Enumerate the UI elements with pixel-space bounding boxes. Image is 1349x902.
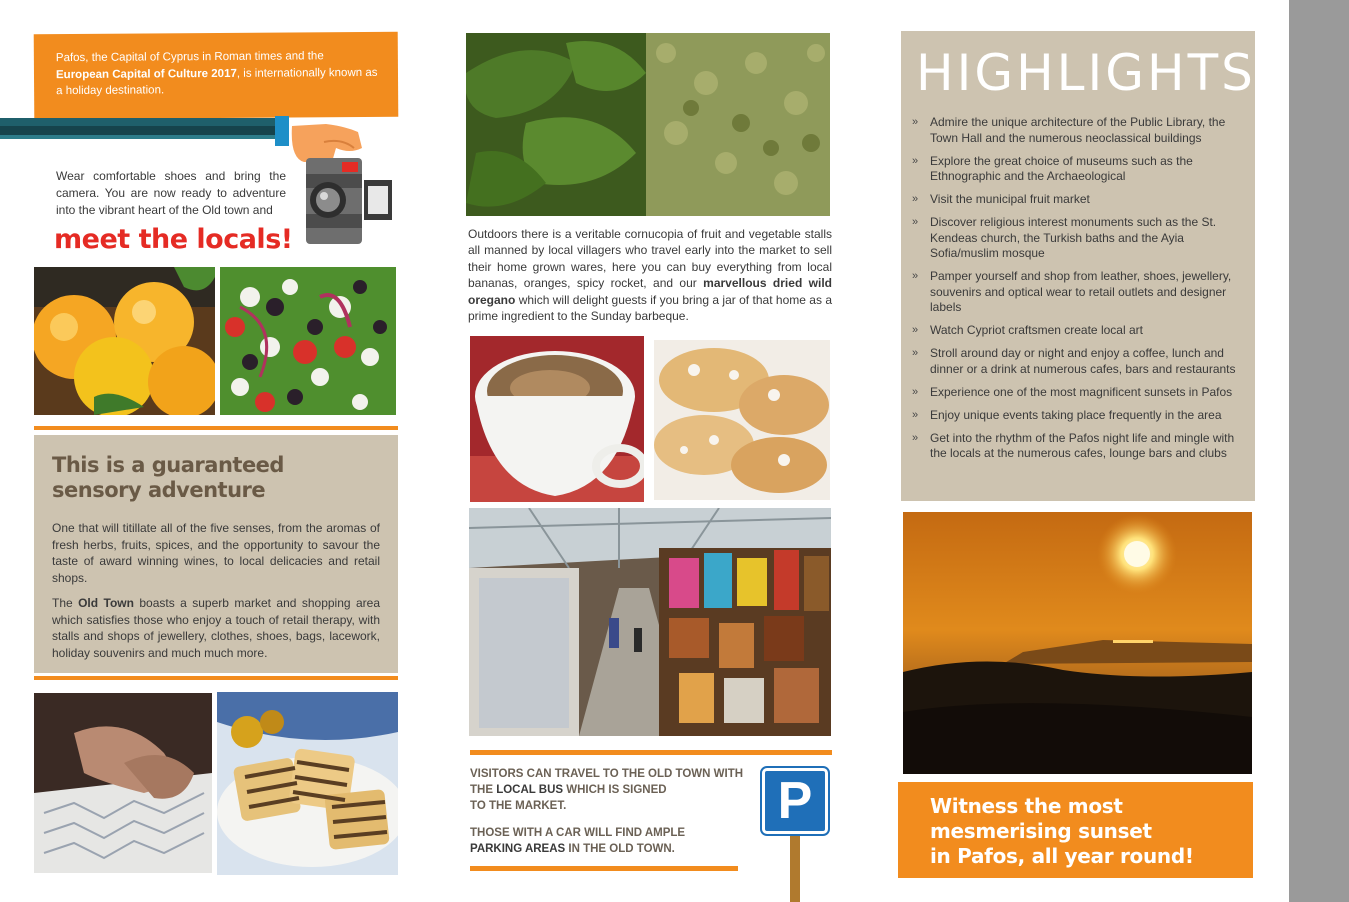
old-town-market-photo bbox=[469, 508, 831, 736]
oranges-photo bbox=[34, 267, 215, 415]
meet-the-locals-heading: meet the locals! bbox=[54, 224, 293, 255]
bus-line1: VISITORS CAN TRAVEL TO THE OLD TOWN WITH bbox=[470, 768, 744, 780]
highlight-item bbox=[912, 385, 1242, 401]
bus-line3: TO THE MARKET. bbox=[470, 800, 567, 812]
divider-line bbox=[470, 866, 738, 871]
highlight-text: Visit the municipal fruit market bbox=[930, 192, 1090, 206]
highlight-item bbox=[912, 115, 1242, 146]
sunset-line1: Witness the most bbox=[930, 794, 1123, 818]
parking-sign-pole bbox=[790, 836, 800, 902]
highlights-list bbox=[912, 115, 1242, 469]
highlight-item bbox=[912, 323, 1242, 339]
local-bus-info bbox=[470, 766, 760, 814]
highlight-text: Discover religious interest monuments such as the St. Kendeas church, the Turkish baths and the Ayia Sofia/muslim mosque bbox=[930, 215, 1217, 260]
divider-line bbox=[34, 426, 398, 430]
car-line2-rest: IN THE OLD TOWN. bbox=[565, 843, 675, 855]
halloumi-photo bbox=[217, 692, 398, 875]
old-town-prefix: The bbox=[52, 596, 79, 610]
highlight-text: Admire the unique architecture of the Public Library, the Town Hall and the numerous neoclassical buildings bbox=[930, 115, 1226, 145]
divider-line bbox=[470, 750, 832, 755]
bullet-icon: » bbox=[912, 116, 919, 128]
highlight-item bbox=[912, 192, 1242, 208]
sensory-heading-line1: This is a guaranteed bbox=[52, 453, 284, 477]
bullet-icon: » bbox=[912, 324, 919, 336]
old-town-rest: boasts a superb market and shopping area which satisfies those who enjoy a touch of retail therapy, with stalls and shops of jewellery, clothes, shoes, bags, lacework, holiday souvenirs and much much more. bbox=[52, 596, 381, 660]
highlights-title: HIGHLIGHTS bbox=[916, 44, 1256, 102]
decorative-stripe bbox=[0, 135, 275, 139]
decorative-stripe bbox=[0, 126, 285, 135]
intro-text-part1: Pafos, the Capital of Cyprus in Roman times and the bbox=[55, 50, 324, 65]
old-town-paragraph bbox=[52, 595, 380, 661]
highlight-text: Pamper yourself and shop from leather, shoes, jewellery, souvenirs and optical wear to retail outlets and designer labels bbox=[930, 269, 1232, 314]
market-paragraph bbox=[468, 226, 832, 324]
old-town-bold: Old Town bbox=[78, 596, 134, 610]
intro-text-part2: , is internationally known as a holiday destination. bbox=[56, 66, 378, 98]
bus-line2 bbox=[470, 782, 760, 798]
bullet-icon: » bbox=[912, 154, 919, 167]
market-text-bold: marvellous dried wild oregano bbox=[468, 276, 832, 307]
bullet-icon: » bbox=[912, 216, 919, 228]
highlight-text: Experience one of the most magnificent sunsets in Pafos bbox=[930, 384, 1233, 399]
intro-banner bbox=[34, 32, 399, 120]
intro-text-bold: European Capital of Culture 2017 bbox=[55, 67, 237, 81]
sunset-banner bbox=[898, 782, 1253, 878]
bullet-icon: » bbox=[912, 270, 919, 282]
market-text-part1: Outdoors there is a veritable cornucopia of fruit and vegetable stalls all manned by local villagers who travel early into the market to sell their home grown wares, here you can buy everything from local bananas, oranges, spicy rocket, and our bbox=[468, 227, 832, 291]
pafos-sunset-photo bbox=[903, 512, 1252, 774]
intro-paragraph: Wear comfortable shoes and bring the camera. You are now ready to adventure into the vibrant heart of the Old town and bbox=[56, 169, 286, 217]
bullet-icon: » bbox=[912, 431, 919, 444]
lacework-photo bbox=[34, 693, 212, 873]
highlight-text: Explore the great choice of museums such as the Ethnographic and the Archaeological bbox=[930, 153, 1193, 183]
highlight-text: Get into the rhythm of the Pafos night life and mingle with the locals at the numerous cafes, lounge bars and clubs bbox=[930, 430, 1235, 460]
oregano-herbs-photo bbox=[466, 33, 830, 216]
highlight-text: Stroll around day or night and enjoy a coffee, lunch and dinner or a drink at numerous cafes, bars and restaurants bbox=[930, 346, 1236, 376]
sensory-heading bbox=[52, 453, 380, 503]
highlight-text: Enjoy unique events taking place frequently in the area bbox=[930, 407, 1222, 422]
highlight-item bbox=[912, 269, 1242, 316]
parking-sign-icon: P bbox=[762, 768, 828, 834]
greek-salad-photo bbox=[220, 267, 396, 415]
bus-line2-rest: WHICH IS SIGNED bbox=[563, 784, 667, 796]
highlight-item bbox=[912, 154, 1242, 185]
sensory-paragraph: One that will titillate all of the five senses, from the aromas of fresh herbs, fruits, spices, and the opportunity to savour the taste of award winning wines, to local delicacies and retail shops. bbox=[52, 521, 380, 585]
bus-line2-prefix: THE bbox=[470, 784, 497, 796]
market-text-part2: which will delight guests if you bring a jar of that home as a prime ingredient to the Sunday barbeque. bbox=[468, 292, 832, 324]
decorative-stripe bbox=[0, 118, 285, 126]
highlight-item bbox=[912, 431, 1242, 462]
car-line1: THOSE WITH A CAR WILL FIND AMPLE bbox=[470, 827, 686, 839]
hand-camera-illustration bbox=[284, 118, 404, 248]
cyprus-coffee-photo bbox=[470, 336, 644, 502]
bullet-icon: » bbox=[912, 347, 919, 359]
bus-line2-bold: LOCAL BUS bbox=[496, 784, 564, 796]
parking-info bbox=[470, 825, 760, 857]
sunset-line2: mesmerising sunset bbox=[930, 819, 1152, 843]
sensory-heading-line2: sensory adventure bbox=[52, 478, 266, 502]
sunset-line3: in Pafos, all year round! bbox=[930, 844, 1194, 868]
sensory-adventure-panel bbox=[34, 435, 398, 673]
divider-line bbox=[34, 676, 398, 680]
pastries-photo bbox=[654, 340, 830, 500]
bullet-icon: » bbox=[912, 193, 919, 205]
highlight-item bbox=[912, 408, 1242, 424]
highlight-item bbox=[912, 215, 1242, 262]
highlight-text: Watch Cypriot craftsmen create local art bbox=[930, 323, 1143, 337]
bullet-icon: » bbox=[912, 385, 919, 398]
car-line2-bold: PARKING AREAS bbox=[470, 843, 566, 855]
highlight-item bbox=[912, 346, 1242, 377]
page-margin bbox=[1289, 0, 1349, 902]
car-line2 bbox=[470, 841, 760, 857]
bullet-icon: » bbox=[912, 408, 919, 421]
